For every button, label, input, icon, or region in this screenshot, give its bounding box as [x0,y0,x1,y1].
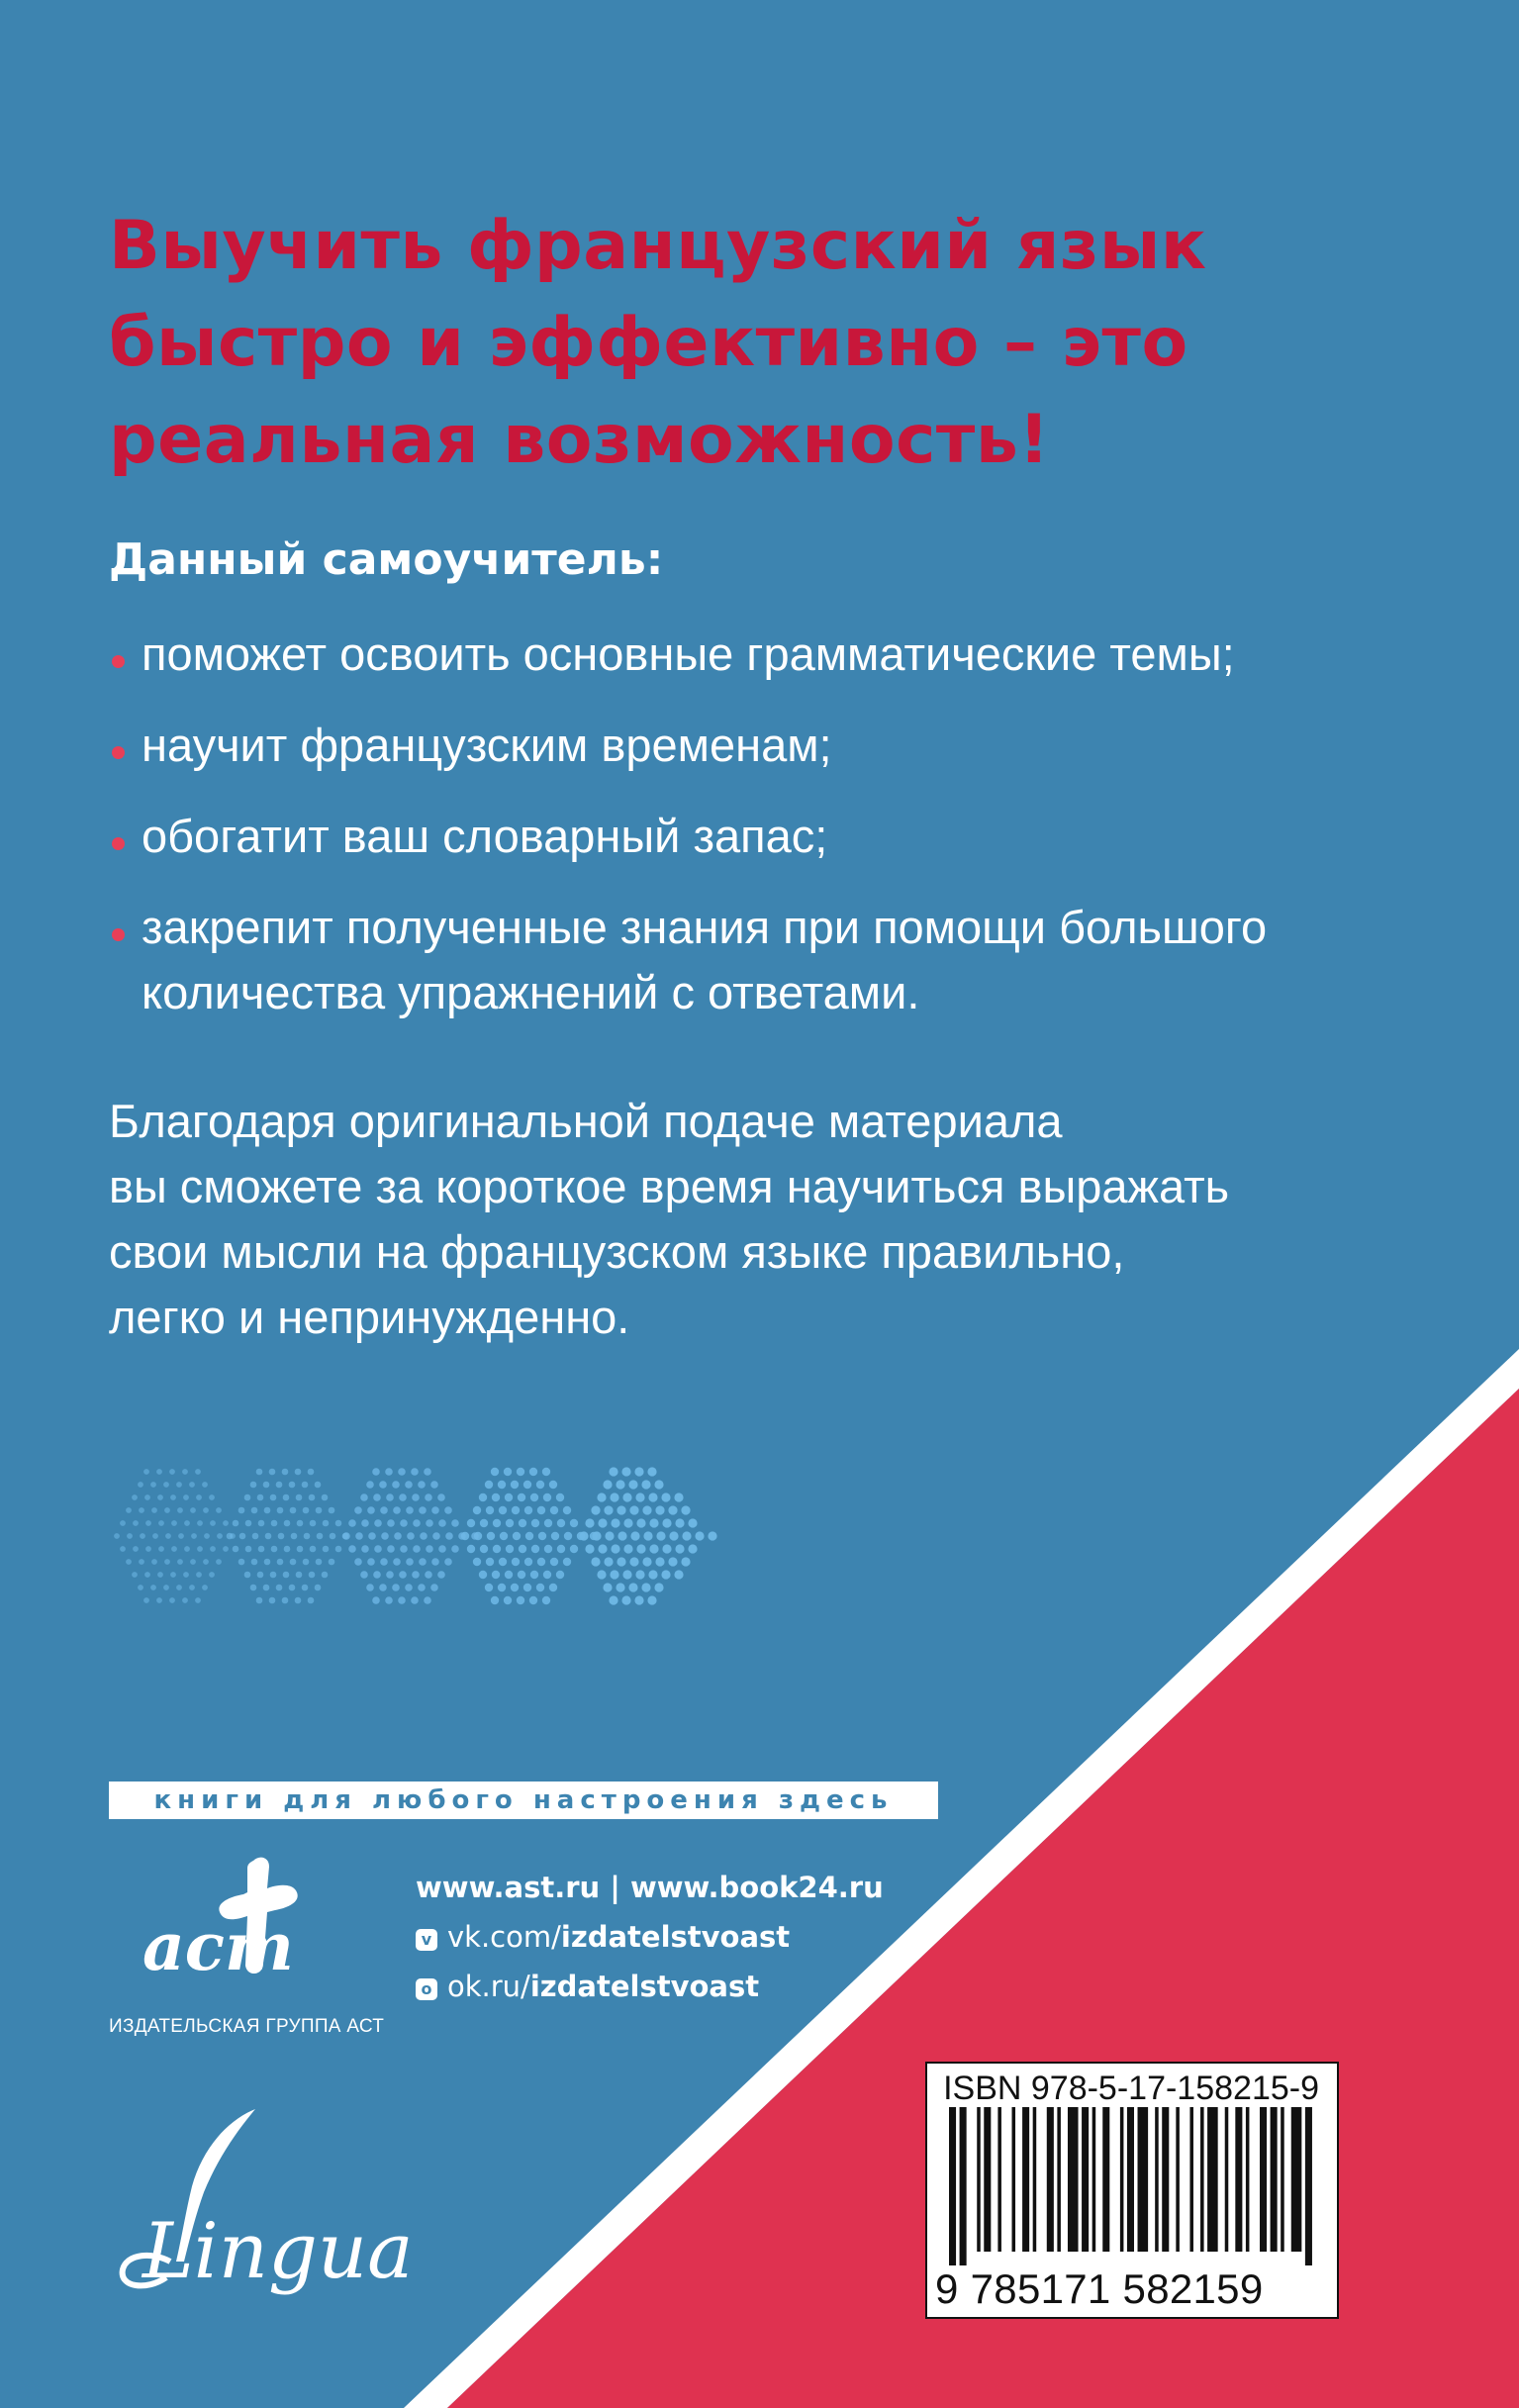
tagline: книги для любого настроения здесь [153,1785,894,1815]
vk-link[interactable] [416,1920,884,1970]
feature-item [109,713,1395,778]
headline [109,198,1395,489]
feature-text: обогатит ваш словарный запас; [142,810,828,862]
vk-icon: v [416,1929,437,1951]
ast-logo-text: аст [142,1908,294,1985]
ok-link[interactable] [416,1970,884,2019]
vk-prefix: vk.com/ [447,1920,561,1954]
isbn-label: ISBN 978-5-17-158215-9 [943,2070,1319,2107]
bullet-dot-icon [112,746,125,759]
publisher-name: ИЗДАТЕЛЬСКАЯ ГРУППА АСТ [109,2016,385,2037]
ok-icon: o [416,1978,437,2000]
isbn-barcode [925,2062,1339,2319]
tagline-bar [109,1782,938,1819]
bullet-dot-icon [112,928,125,941]
lingua-logo [107,2103,433,2301]
description-line: Благодаря оригинальной подаче материала [109,1095,1063,1147]
lingua-logo-text: Lingua [142,2207,414,2296]
feature-text: количества упражнений с ответами. [142,966,920,1018]
bullet-dot-icon [112,837,125,850]
publisher-links [416,1871,884,2019]
barcode-digits: 9 785171 582159 [935,2265,1264,2312]
feature-item [109,804,1395,869]
description-line: свои мысли на французском языке правильно, [109,1225,1125,1278]
lead-heading: Данный самоучитель: [109,534,664,585]
bullet-dot-icon [112,655,125,668]
headline-line: реальная возможность! [109,401,1050,479]
barcode-bars [949,2107,1319,2265]
ok-prefix: ok.ru/ [447,1970,530,2003]
feature-item [109,622,1395,687]
ast-logo [137,1853,305,1991]
description-paragraph [109,1089,1229,1350]
feature-text: поможет освоить основные грамматические темы; [142,627,1235,680]
website-links[interactable]: www.ast.ru | www.book24.ru [416,1871,884,1904]
vk-name: izdatelstvoast [560,1920,791,1954]
feature-item [109,895,1395,1025]
feature-text: закрепит полученные знания при помощи большого [142,901,1268,953]
ok-name: izdatelstvoast [529,1970,760,2003]
feature-list [109,622,1395,1051]
feature-text: научит французским временам; [142,719,832,771]
headline-line: быстро и эффективно – это [109,304,1188,382]
description-line: легко и непринужденно. [109,1291,630,1343]
headline-line: Выучить французский язык [109,207,1207,285]
dotted-arrows-icon [114,1467,717,1604]
description-line: вы сможете за короткое время научиться выражать [109,1160,1230,1212]
